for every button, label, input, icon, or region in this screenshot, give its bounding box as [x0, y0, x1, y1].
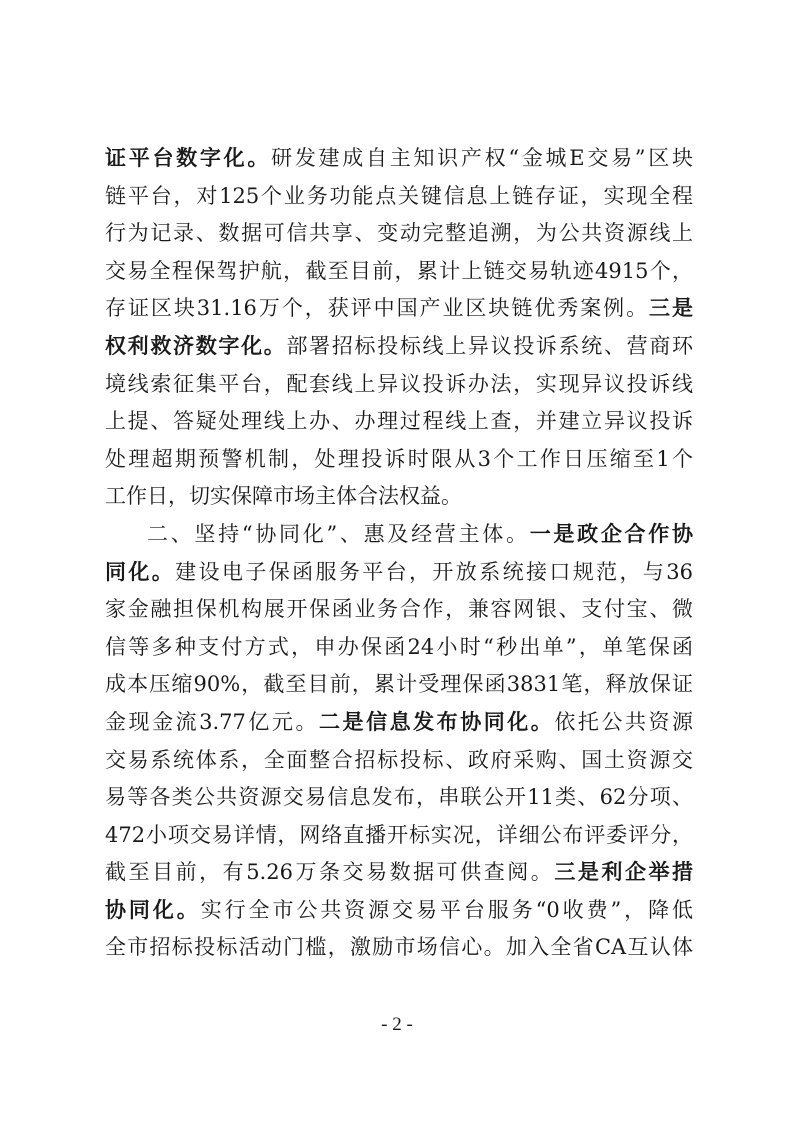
- body-text: 交易全程保驾护航，截至目前，累计上链交易轨迹4915个，: [105, 258, 693, 283]
- bold-heading: 权利救济数字化。: [105, 333, 287, 358]
- text-line: [105, 854, 693, 892]
- text-line: [105, 929, 693, 967]
- bold-heading: 协同化。: [105, 897, 201, 922]
- text-line: [105, 366, 693, 404]
- body-text: 成本压缩90%，截至目前，累计受理保函3831笔，释放保证: [105, 672, 693, 697]
- text-line: [105, 704, 693, 742]
- body-text: 处理超期预警机制，处理投诉时限从3个工作日压缩至1个: [105, 446, 693, 471]
- body-text: 工作日，切实保障市场主体合法权益。: [105, 484, 462, 509]
- body-text: 链平台，对125个业务功能点关键信息上链存证，实现全程: [105, 183, 693, 208]
- bold-heading: 同化。: [105, 559, 176, 584]
- text-line: [105, 779, 693, 817]
- body-text: 行为记录、数据可信共享、变动完整追溯，为公共资源线上: [105, 221, 693, 246]
- text-line: [105, 403, 693, 441]
- text-line: [105, 742, 693, 780]
- text-line: [105, 591, 693, 629]
- page-number: - 2 -: [381, 1014, 413, 1035]
- text-line: [105, 892, 693, 930]
- body-text: 全市招标投标活动门槛，激励市场信心。加入全省CA互认体: [105, 935, 693, 960]
- text-line: [105, 629, 693, 667]
- body-text: 依托公共资源: [554, 709, 693, 734]
- body-text: 信等多种支付方式，申办保函24小时“秒出单”，单笔保函: [105, 634, 693, 659]
- body-text: 金现金流3.77亿元。: [105, 709, 320, 734]
- text-line: [105, 554, 693, 592]
- bold-heading: 一是政企合作协: [529, 521, 693, 546]
- text-line: [105, 215, 693, 253]
- body-text: 境线索征集平台，配套线上异议投诉办法，实现异议投诉线: [105, 371, 693, 396]
- body-text: 截至目前，有5.26万条交易数据可供查阅。: [105, 860, 555, 885]
- body-text: 实行全市公共资源交易平台服务“0收费”，降低: [200, 897, 693, 922]
- bold-heading: 二是信息发布协同化。: [319, 709, 555, 734]
- text-line: [105, 140, 693, 178]
- body-text: 易等各类公共资源交易信息发布，串联公开11类、62分项、: [105, 785, 693, 810]
- body-text: 建设电子保函服务平台，开放系统接口规范，与36: [175, 559, 693, 584]
- bold-heading: 证平台数字化。: [105, 146, 272, 170]
- text-line: [105, 666, 693, 704]
- body-text: 上提、答疑处理线上办、办理过程线上查，并建立异议投诉: [105, 409, 693, 434]
- text-line: [105, 441, 693, 479]
- body-text: 交易系统体系，全面整合招标投标、政府采购、国土资源交: [105, 747, 693, 772]
- text-line: [105, 253, 693, 291]
- text-line: [105, 478, 693, 516]
- body-text: 家金融担保机构展开保函业务合作，兼容网银、支付宝、微: [105, 597, 693, 622]
- section-heading: 二、坚持“协同化”、惠及经营主体。: [147, 521, 530, 546]
- text-line: [105, 817, 693, 855]
- body-text: 研发建成自主知识产权“金城E交易”区块: [271, 146, 693, 170]
- text-line: [105, 178, 693, 216]
- body-text: 部署招标投标线上异议投诉系统、营商环: [286, 333, 693, 358]
- body-text: 472小项交易详情，网络直播开标实况，详细公布评委评分，: [105, 822, 693, 847]
- text-line: [105, 328, 693, 366]
- document-body: [105, 140, 693, 967]
- text-line: [105, 290, 693, 328]
- bold-heading: 三是: [649, 296, 693, 321]
- section-heading-line: [105, 516, 693, 554]
- body-text: 存证区块31.16万个，获评中国产业区块链优秀案例。: [105, 296, 650, 321]
- bold-heading: 三是利企举措: [554, 860, 693, 885]
